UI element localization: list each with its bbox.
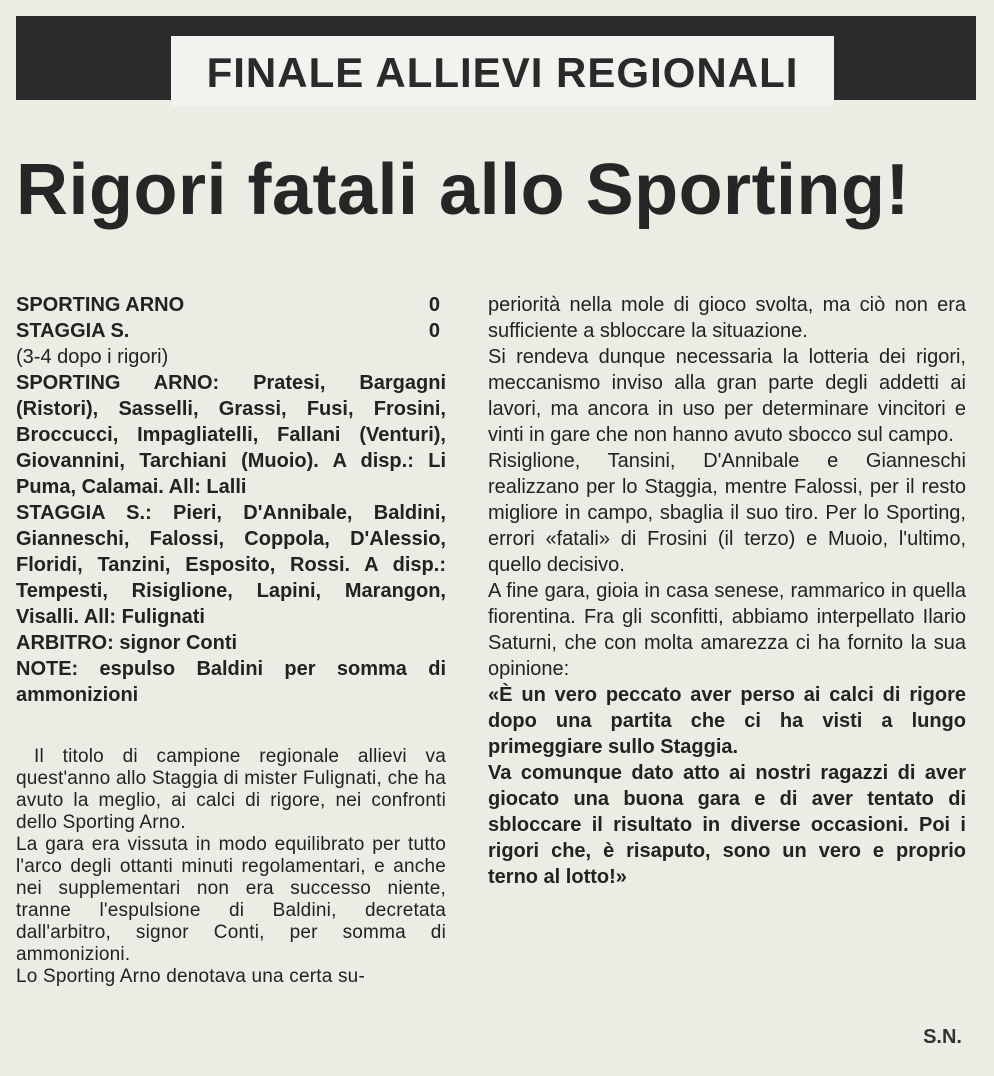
right-column <box>488 292 966 890</box>
article-headline: Rigori fatali allo Sporting! <box>16 150 910 230</box>
team-goals: 0 <box>428 320 440 342</box>
lineup-sporting: SPORTING ARNO: Pratesi, Bargagni (Ristori), Sasselli, Grassi, Fusi, Frosini, Broccucci, Impagliatelli, Fallani (Venturi), Giovannini, Tarchiani (Muoio). A disp.: Li Puma, Calamai. All: Lalli <box>16 372 446 498</box>
lineup-staggia: STAGGIA S.: Pieri, D'Annibale, Baldini, Gianneschi, Falossi, Coppola, D'Alessio, Floridi, Tanzini, Esposito, Rossi. A disp.: Tempesti, Risiglione, Lapini, Marangon, Visalli. All: Fulignati <box>16 502 446 628</box>
quote-paragraph: «È un vero peccato aver perso ai calci di rigore dopo una partita che ci ha visti a lungo primeggiare sullo Staggia. <box>488 684 966 758</box>
penalties-note: (3-4 dopo i rigori) <box>16 346 169 368</box>
match-notes: NOTE: espulso Baldini per somma di ammonizioni <box>16 658 446 706</box>
article-body-left <box>16 746 446 988</box>
section-banner <box>16 16 976 100</box>
team-goals: 0 <box>428 294 440 316</box>
article-paragraph: Lo Sporting Arno denotava una certa su- <box>16 966 365 987</box>
article-paragraph: periorità nella mole di gioco svolta, ma ciò non era sufficiente a sbloccare la situazione. <box>488 294 966 342</box>
author-signature: S.N. <box>923 1026 962 1048</box>
article-paragraph: Si rendeva dunque necessaria la lotteria dei rigori, meccanismo inviso alla gran parte degli addetti ai lavori, ma ancora in uso per determinare vincitori e vinti in gare che non hanno avuto sbocco sul campo. <box>488 346 966 446</box>
quote-paragraph: Va comunque dato atto ai nostri ragazzi di aver giocato una buona gara e di aver tentato di sbloccare il risultato in diverse occasioni. Poi i rigori che, è risaputo, sono un vero e proprio terno al lotto!» <box>488 762 966 888</box>
team-name: SPORTING ARNO <box>16 294 185 316</box>
score-row-sporting <box>16 292 446 318</box>
section-title: FINALE ALLIEVI REGIONALI <box>171 36 834 106</box>
left-column <box>16 292 446 988</box>
article-paragraph: Il titolo di campione regionale allievi va quest'anno allo Staggia di mister Fulignati, che ha avuto la meglio, ai calci di rigore, nei confronti dello Sporting Arno. <box>16 746 446 833</box>
team-name: STAGGIA S. <box>16 320 130 342</box>
score-row-staggia <box>16 318 446 344</box>
article-paragraph: A fine gara, gioia in casa senese, rammarico in quella fiorentina. Fra gli sconfitti, abbiamo interpellato Ilario Saturni, che con molta amarezza ci ha fornito la sua opinione: <box>488 580 966 680</box>
article-paragraph: La gara era vissuta in modo equilibrato per tutto l'arco degli ottanti minuti regolamentari, e anche nei supplementari non era successo niente, tranne l'espulsione di Baldini, decretata dall'arbitro, signor Conti, per somma di ammonizioni. <box>16 834 446 965</box>
article-paragraph: Risiglione, Tansini, D'Annibale e Gianneschi realizzano per lo Staggia, mentre Falossi, per il resto migliore in campo, sbaglia il suo tiro. Per lo Sporting, errori «fatali» di Frosini (il terzo) e Muoio, l'ultimo, quello decisivo. <box>488 450 966 576</box>
referee-line: ARBITRO: signor Conti <box>16 632 238 654</box>
